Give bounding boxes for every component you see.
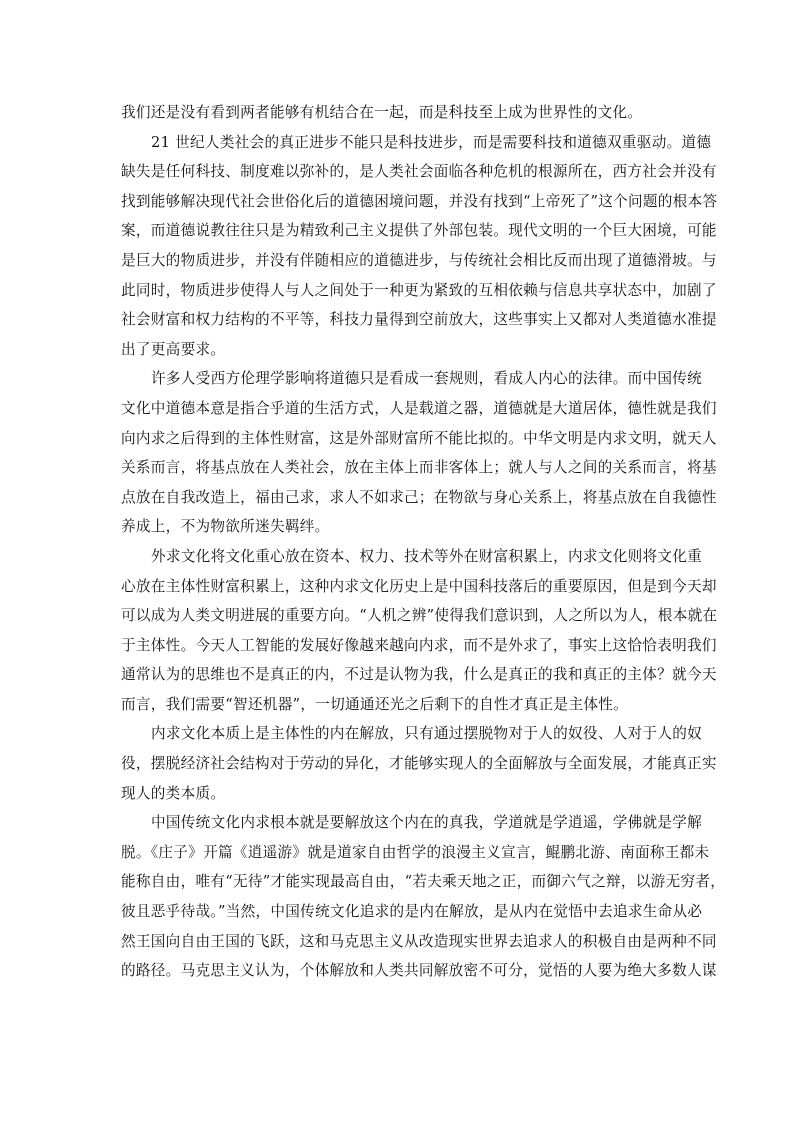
text-line: 通常认为的思维也不是真正的内，不过是认物为我，什么是真正的我和真正的主体？就今天 — [121, 666, 717, 684]
text-line: 此同时，物质进步使得人与人之间处于一种更为紧致的互相依赖与信息共享状态中，加剧了 — [121, 281, 717, 299]
text-line: 文化中道德本意是指合乎道的生活方式，人是载道之器，道德就是大道居体，德性就是我们 — [121, 399, 717, 417]
text-line: 中国传统文化内求根本就是要解放这个内在的真我，学道就是学逍遥，学佛就是学解 — [151, 814, 703, 832]
paragraph-1 — [121, 98, 666, 128]
text-line: 许多人受西方伦理学影响将道德只是看成一套规则，看成人内心的法律。而中国传统 — [151, 370, 703, 388]
text-line: 的路径。马克思主义认为，个体解放和人类共同解放密不可分，觉悟的人要为绝大多数人谋 — [121, 962, 717, 980]
paragraph-2 — [121, 128, 718, 365]
document-page — [121, 98, 726, 986]
text-line: 然王国向自由王国的飞跃，这和马克思主义从改造现实世界去追求人的积极自由是两种不同 — [121, 932, 717, 950]
paragraph-4 — [121, 542, 718, 720]
text-line: 内求文化本质上是主体性的内在解放，只有通过摆脱物对于人的奴役、人对于人的奴 — [151, 725, 703, 743]
text-line: 心放在主体性财富积累上，这种内求文化历史上是中国科技落后的重要原因，但是到今天却 — [121, 577, 717, 595]
text-line: 是巨大的物质进步，并没有伴随相应的道德进步，与传统社会相比反而出现了道德滑坡。与 — [121, 251, 717, 269]
text-line: 养成上，不为物欲所迷失羁绊。 — [121, 518, 330, 536]
text-line: 缺失是任何科技、制度难以弥补的，是人类社会面临各种危机的根源所在，西方社会并没有 — [121, 163, 717, 181]
text-line: 找到能够解决现代社会世俗化后的道德困境问题，并没有找到“上帝死了”这个问题的根本答 — [121, 192, 718, 210]
paragraph-3 — [121, 364, 717, 542]
text-line: 点放在自我改造上，福由己求，求人不如求己；在物欲与身心关系上，将基点放在自我德性 — [121, 488, 717, 506]
paragraph-5 — [121, 719, 717, 808]
text-line: 现人的类本质。 — [121, 784, 226, 802]
text-line: 社会财富和权力结构的不平等，科技力量得到空前放大，这些事实上又都对人类道德水准提 — [121, 311, 717, 329]
text-line: 案，而道德说教往往只是为精致利己主义提供了外部包装。现代文明的一个巨大困境，可能 — [121, 222, 717, 240]
text-line: 外求文化将文化重心放在资本、权力、技术等外在财富积累上，内求文化则将文化重 — [151, 547, 703, 565]
text-line: 彼且恶乎待哉。”当然，中国传统文化追求的是内在解放，是从内在觉悟中去追求生命从必 — [121, 903, 703, 921]
text-line: 能称自由，唯有“无待”才能实现最高自由，“若夫乘天地之正，而御六气之辩，以游无穷者， — [121, 873, 726, 891]
text-line: 向内求之后得到的主体性财富，这是外部财富所不能比拟的。中华文明是内求文明，就天人 — [121, 429, 717, 447]
text-line: 可以成为人类文明进展的重要方向。“人机之辨”使得我们意识到，人之所以为人，根本就在 — [121, 607, 718, 625]
text-line: 出了更高要求。 — [121, 340, 226, 358]
text-line: 役，摆脱经济社会结构对于劳动的异化，才能够实现人的全面解放与全面发展，才能真正实 — [121, 755, 717, 773]
text-line: 于主体性。今天人工智能的发展好像越来越向内求，而不是外求了，事实上这恰恰表明我们 — [121, 636, 717, 654]
text-line: 我们还是没有看到两者能够有机结合在一起，而是科技至上成为世界性的文化。 — [121, 104, 643, 121]
text-line: 而言，我们需要“智还机器”，一切通通还光之后剩下的自性才真正是主体性。 — [121, 695, 629, 713]
text-line: 关系而言，将基点放在人类社会，放在主体上而非客体上；就人与人之间的关系而言，将基 — [121, 459, 717, 477]
text-line: 21 世纪人类社会的真正进步不能只是科技进步，而是需要科技和道德双重驱动。道德 — [151, 133, 712, 151]
paragraph-6 — [121, 808, 726, 986]
text-line: 脱。《庄子》开篇《逍遥游》就是道家自由哲学的浪漫主义宣言，鲲鹏北游、南面称王都未 — [121, 843, 710, 861]
